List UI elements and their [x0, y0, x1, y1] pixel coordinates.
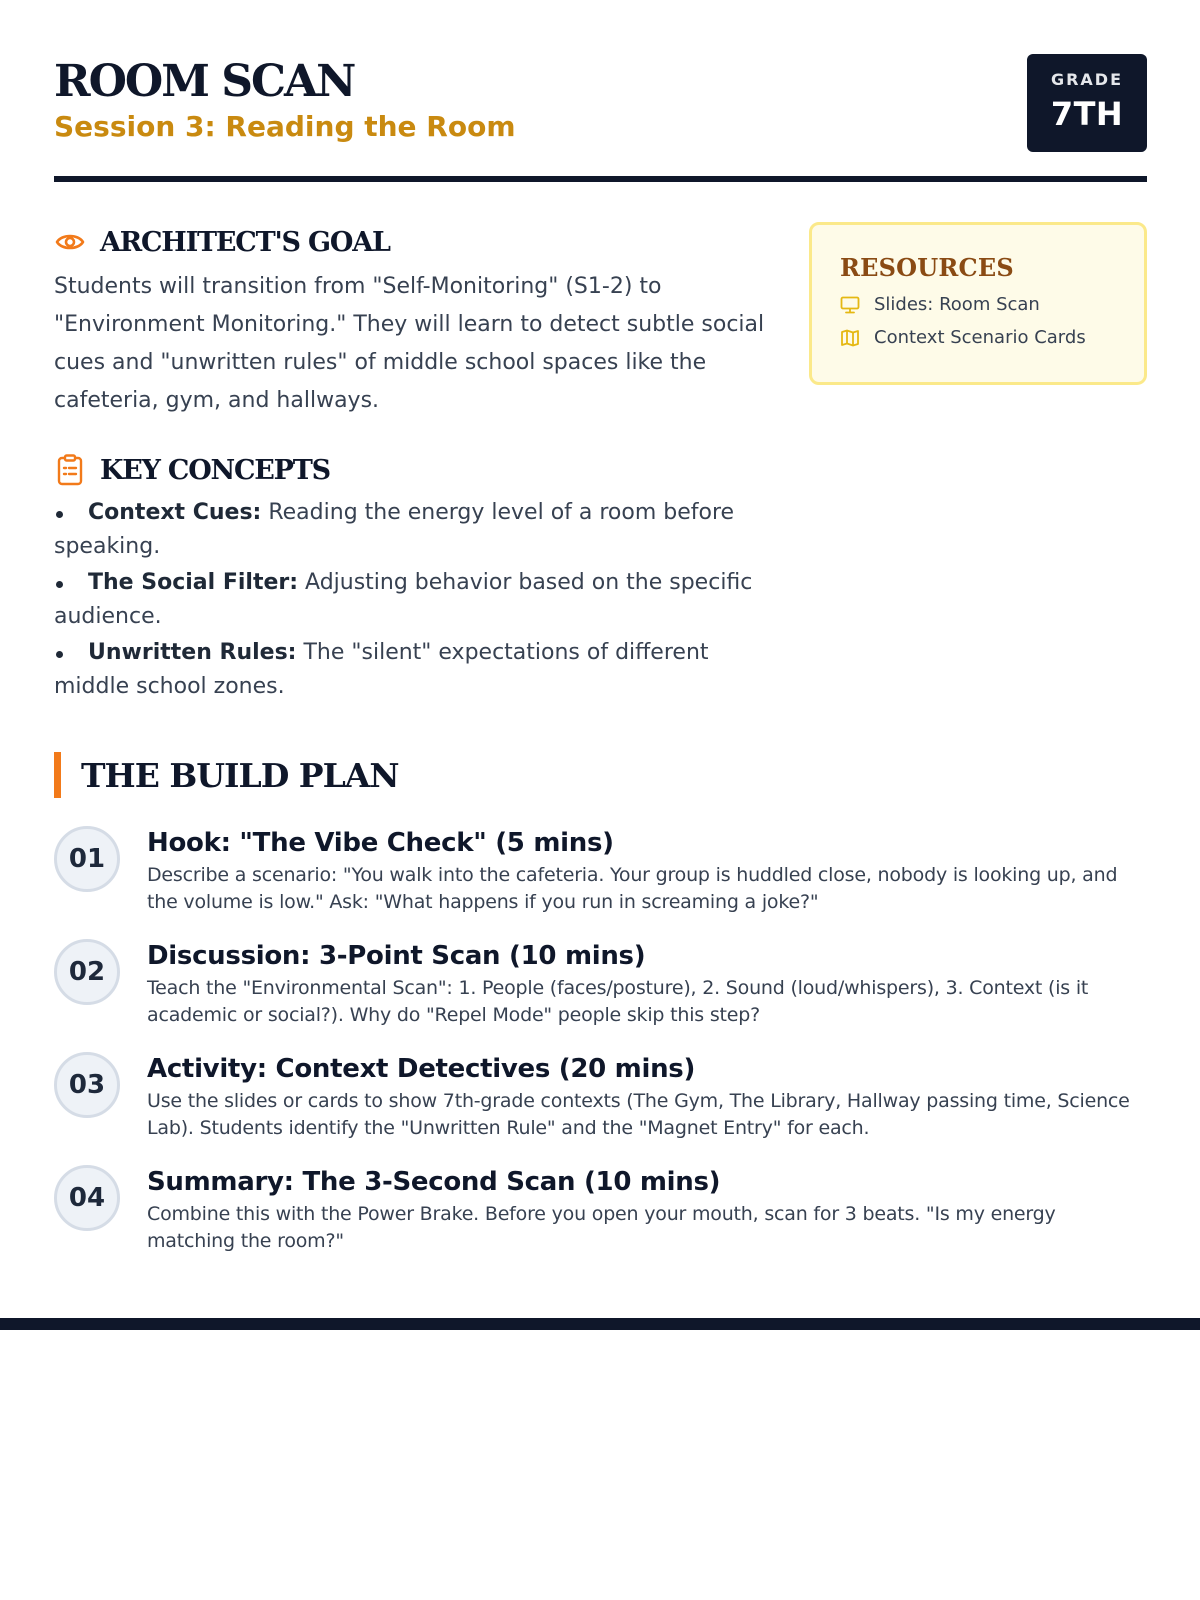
monitor-icon: [840, 295, 860, 315]
steps-list: [54, 826, 1147, 1278]
step-title: Discussion: 3-Point Scan (10 mins): [147, 941, 646, 971]
eye-icon: [54, 226, 86, 258]
list-item: [54, 636, 784, 704]
list-item: [54, 496, 784, 564]
step-item: [54, 826, 1147, 939]
resources-title: RESOURCES: [840, 253, 1014, 282]
resource-label: Slides: Room Scan: [874, 294, 1040, 315]
goal-text: Students will transition from "Self-Monitoring" (S1-2) to "Environment Monitoring." They will learn to detect subtle social cues and "unwritten rules" of middle school spaces like the cafeteria, gym, and hallways.: [54, 274, 765, 413]
build-plan: [54, 752, 1147, 1278]
step-title: Summary: The 3-Second Scan (10 mins): [147, 1167, 721, 1197]
resources-box: [809, 222, 1147, 385]
left-column: [54, 222, 784, 706]
clipboard-icon: [54, 454, 86, 486]
grade-label: GRADE: [1050, 70, 1124, 89]
concept-text: Reading the energy level of a room before speaking.: [54, 500, 735, 559]
session-subtitle: Session 3: Reading the Room: [54, 110, 516, 143]
step-item: [54, 1165, 1147, 1278]
lesson-page: [54, 54, 1147, 1278]
concept-term: The Social Filter:: [88, 570, 299, 595]
build-plan-heading-text: THE BUILD PLAN: [81, 755, 399, 795]
step-title: Hook: "The Vibe Check" (5 mins): [147, 828, 614, 858]
map-icon: [840, 328, 860, 348]
step-description: Use the slides or cards to show 7th-grade contexts (The Gym, The Library, Hallway passing time, Science Lab). Students identify the "Unwritten Rule" and the "Magnet Entry" for each.: [147, 1090, 1130, 1139]
list-item: [54, 566, 784, 634]
resource-item-cards[interactable]: [840, 327, 1144, 348]
concept-text: Adjusting behavior based on the specific audience.: [54, 570, 753, 629]
resource-label: Context Scenario Cards: [874, 327, 1086, 348]
step-number: 04: [54, 1165, 120, 1231]
footer-bar: [0, 1318, 1200, 1330]
build-plan-heading: [54, 752, 1147, 798]
grade-value: 7TH: [1050, 95, 1124, 133]
step-description: Teach the "Environmental Scan": 1. People (faces/posture), 2. Sound (loud/whispers), 3. Context (is it academic or social?). Why do "Repel Mode" people skip this step?: [147, 977, 1089, 1026]
concept-term: Unwritten Rules:: [88, 640, 297, 665]
page-title: ROOM SCAN: [54, 56, 355, 107]
step-number: 02: [54, 939, 120, 1005]
step-description: Describe a scenario: "You walk into the cafeteria. Your group is huddled close, nobody is looking up, and the volume is low." Ask: "What happens if you run in screaming a joke?": [147, 864, 1118, 913]
concepts-heading: [54, 450, 784, 490]
step-item: [54, 939, 1147, 1052]
top-section: [54, 222, 1147, 752]
goal-heading-text: ARCHITECT'S GOAL: [100, 226, 390, 258]
step-title: Activity: Context Detectives (20 mins): [147, 1054, 696, 1084]
resource-item-slides[interactable]: [840, 294, 1144, 315]
header: [54, 54, 1147, 182]
concept-text: The "silent" expectations of different middle school zones.: [54, 640, 709, 699]
concepts-list: [54, 496, 784, 704]
step-number: 01: [54, 826, 120, 892]
concepts-heading-text: KEY CONCEPTS: [100, 454, 330, 486]
step-number: 03: [54, 1052, 120, 1118]
concept-term: Context Cues:: [88, 500, 262, 525]
step-item: [54, 1052, 1147, 1165]
grade-badge: [1027, 54, 1147, 152]
goal-heading: [54, 222, 784, 262]
step-description: Combine this with the Power Brake. Before you open your mouth, scan for 3 beats. "Is my energy matching the room?": [147, 1203, 1056, 1252]
